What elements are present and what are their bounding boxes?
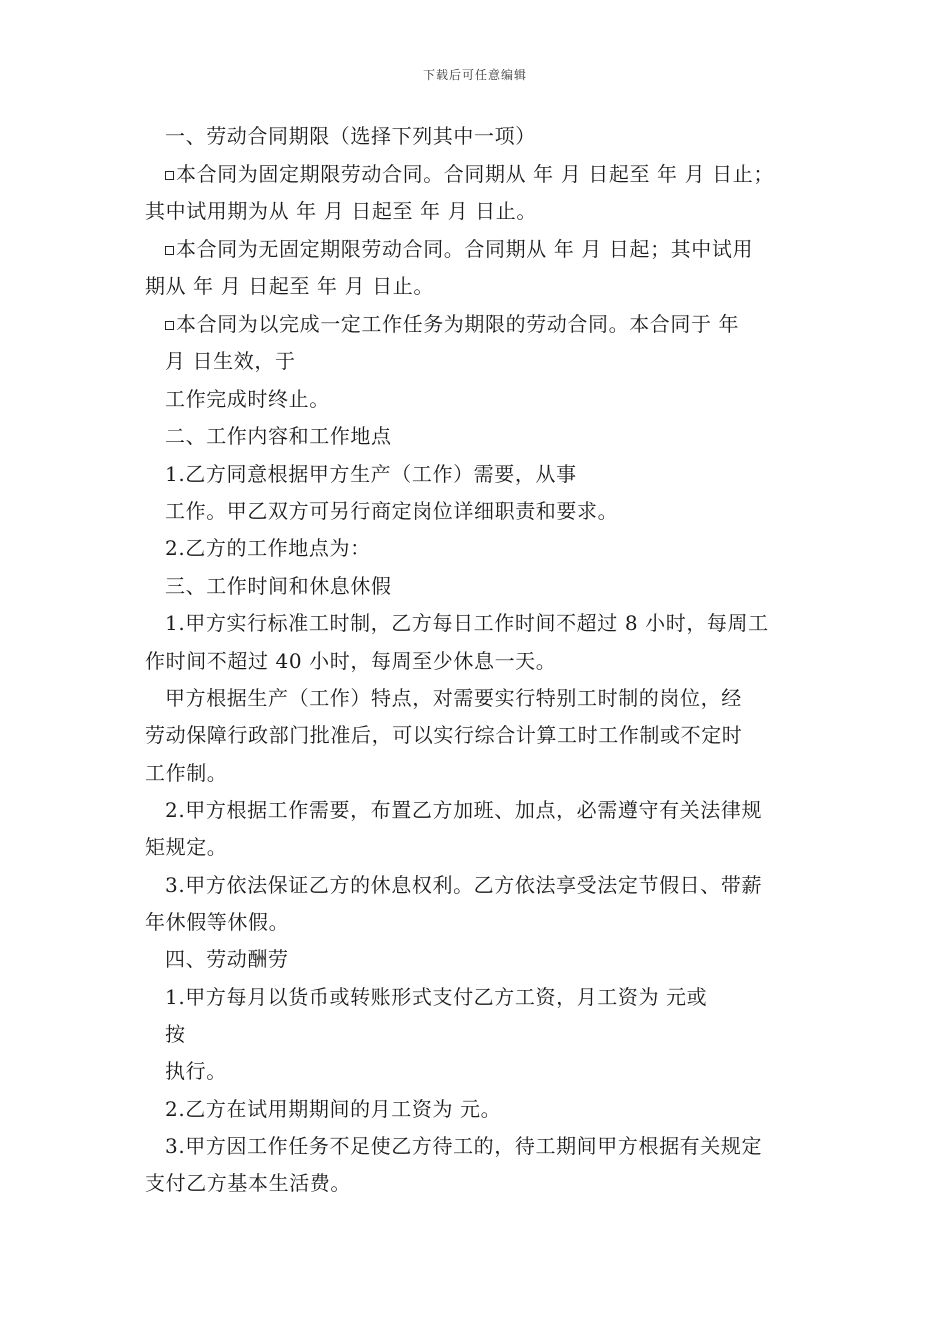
paragraph-line: 3.甲方依法保证乙方的休息权利。乙方依法享受法定节假日、带薪 [165, 873, 763, 897]
checkbox-option [145, 161, 835, 187]
checkbox-icon[interactable] [165, 171, 174, 180]
option-text: 本合同为无固定期限劳动合同。合同期从 年 月 日起；其中试用 [176, 237, 754, 261]
checkbox-icon[interactable] [165, 246, 174, 255]
paragraph-line: 其中试用期为从 年 月 日起至 年 月 日止。 [145, 199, 537, 223]
checkbox-option [145, 236, 835, 262]
page-header: 下载后可任意编辑 [422, 68, 527, 82]
paragraph-line: 工作制。 [145, 761, 228, 785]
paragraph-line: 1.甲方实行标准工时制，乙方每日工作时间不超过 8 小时，每周工 [165, 611, 769, 635]
paragraph-line: 2.甲方根据工作需要，布置乙方加班、加点，必需遵守有关法律规 [165, 798, 763, 822]
paragraph-line: 年休假等休假。 [145, 910, 290, 934]
section-heading: 四、劳动酬劳 [165, 947, 289, 971]
paragraph-line: 支付乙方基本生活费。 [145, 1171, 351, 1195]
paragraph-line: 1.乙方同意根据甲方生产（工作）需要，从事 [165, 462, 577, 486]
paragraph-line: 1.甲方每月以货币或转账形式支付乙方工资，月工资为 元或 [165, 985, 708, 1009]
paragraph-line: 作时间不超过 40 小时，每周至少休息一天。 [145, 649, 557, 673]
checkbox-option [145, 311, 835, 337]
paragraph-line: 工作。甲乙双方可另行商定岗位详细职责和要求。 [165, 499, 619, 523]
paragraph-line: 矩规定。 [145, 835, 228, 859]
paragraph-line: 执行。 [165, 1059, 227, 1083]
paragraph-line: 按 [165, 1022, 186, 1046]
option-text: 本合同为以完成一定工作任务为期限的劳动合同。本合同于 年 [176, 312, 740, 336]
paragraph-line: 3.甲方因工作任务不足使乙方待工的，待工期间甲方根据有关规定 [165, 1134, 763, 1158]
section-heading: 一、劳动合同期限（选择下列其中一项） [165, 124, 536, 148]
section-heading: 二、工作内容和工作地点 [165, 424, 392, 448]
paragraph-line: 2.乙方的工作地点为： [165, 536, 371, 560]
paragraph-line: 劳动保障行政部门批准后，可以实行综合计算工时工作制或不定时 [145, 723, 743, 747]
paragraph-line: 2.乙方在试用期期间的月工资为 元。 [165, 1097, 502, 1121]
paragraph-line: 期从 年 月 日起至 年 月 日止。 [145, 274, 434, 298]
paragraph-line: 工作完成时终止。 [165, 387, 330, 411]
paragraph-line: 月 日生效，于 [165, 349, 296, 373]
checkbox-icon[interactable] [165, 321, 174, 330]
section-heading: 三、工作时间和休息休假 [165, 574, 392, 598]
paragraph-line: 甲方根据生产（工作）特点，对需要实行特别工时制的岗位，经 [165, 686, 742, 710]
option-text: 本合同为固定期限劳动合同。合同期从 年 月 日起至 年 月 日止； [176, 162, 774, 186]
